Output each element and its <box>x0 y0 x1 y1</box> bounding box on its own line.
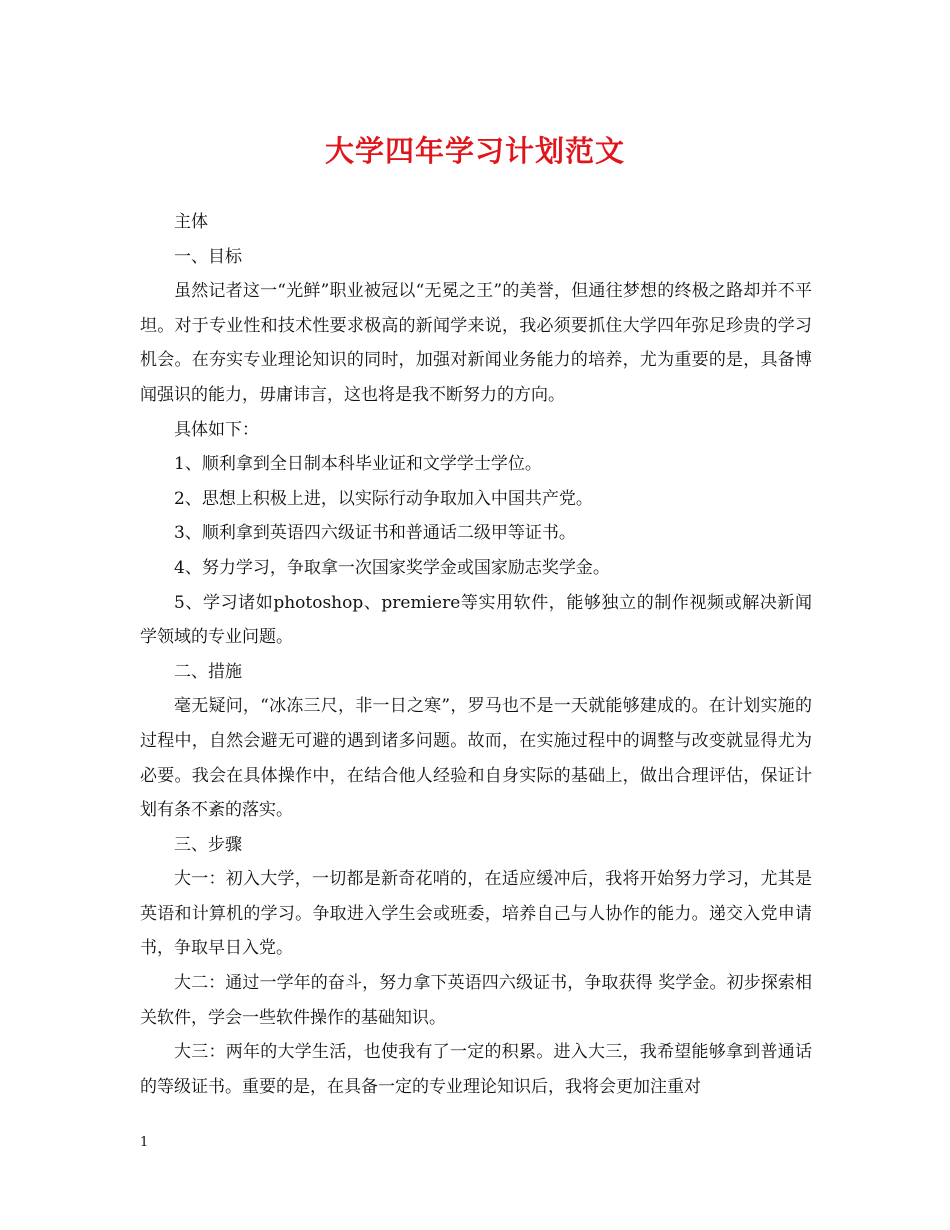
heading-steps: 三、步骤 <box>174 834 242 855</box>
document-title: 大学四年学习计划范文 <box>324 134 625 168</box>
paragraph-details-label: 具体如下： <box>174 419 259 440</box>
goal-item-3: 3、顺利拿到英语四六级证书和普通话二级甲等证书。 <box>174 523 576 544</box>
paragraph-goals-intro: 虽然记者这一“光鲜”职业被冠以“无冕之王”的美誉，但通往梦想的终极之路却并不平坦。对于专业性和技术性要求极高的新闻学来说，我必须要抓住大学四年弥足珍贵的学习机会。在夯实专业理论知识的同时，加强对新闻业务能力的培养，尤为重要的是，具备博闻强识的能力，毋庸讳言，这也将是我不断努力的方向。 <box>140 281 812 405</box>
goal-item-5: 5、学习诸如photoshop、premiere等实用软件，能够独立的制作视频或解决新闻学领域的专业问题。 <box>140 592 812 648</box>
heading-goals: 一、目标 <box>174 246 242 267</box>
goal-item-1: 1、顺利拿到全日制本科毕业证和文学学士学位。 <box>174 454 542 475</box>
paragraph-year-two: 大二：通过一学年的奋斗，努力拿下英语四六级证书，争取获得 奖学金。初步探索相关软件，学会一些软件操作的基础知识。 <box>140 973 812 1028</box>
paragraph-year-one: 大一：初入大学，一切都是新奇花哨的，在适应缓冲后，我将开始努力学习，尤其是英语和计算机的学习。争取进入学生会或班委，培养自己与人协作的能力。递交入党申请书，争取早日入党。 <box>140 869 812 959</box>
heading-measures: 二、措施 <box>174 661 242 682</box>
document-body <box>140 205 812 1104</box>
goal-item-2: 2、思想上积极上进，以实际行动争取加入中国共产党。 <box>174 488 593 509</box>
paragraph-measures: 毫无疑问，“冰冻三尺，非一日之寒”，罗马也不是一天就能够建成的。在计划实施的过程中，自然会避无可避的遇到诸多问题。故而，在实施过程中的调整与改变就显得尤为必要。我会在具体操作中，在结合他人经验和自身实际的基础上，做出合理评估，保证计划有条不紊的落实。 <box>140 696 812 821</box>
page-number: 1 <box>140 1135 149 1150</box>
goal-item-4: 4、努力学习，争取拿一次国家奖学金或国家励志奖学金。 <box>174 557 610 578</box>
paragraph-year-three: 大三：两年的大学生活，也使我有了一定的积累。进入大三，我希望能够拿到普通话的等级证书。重要的是，在具备一定的专业理论知识后，我将会更加注重对 <box>140 1042 812 1097</box>
section-label-main: 主体 <box>174 212 208 232</box>
